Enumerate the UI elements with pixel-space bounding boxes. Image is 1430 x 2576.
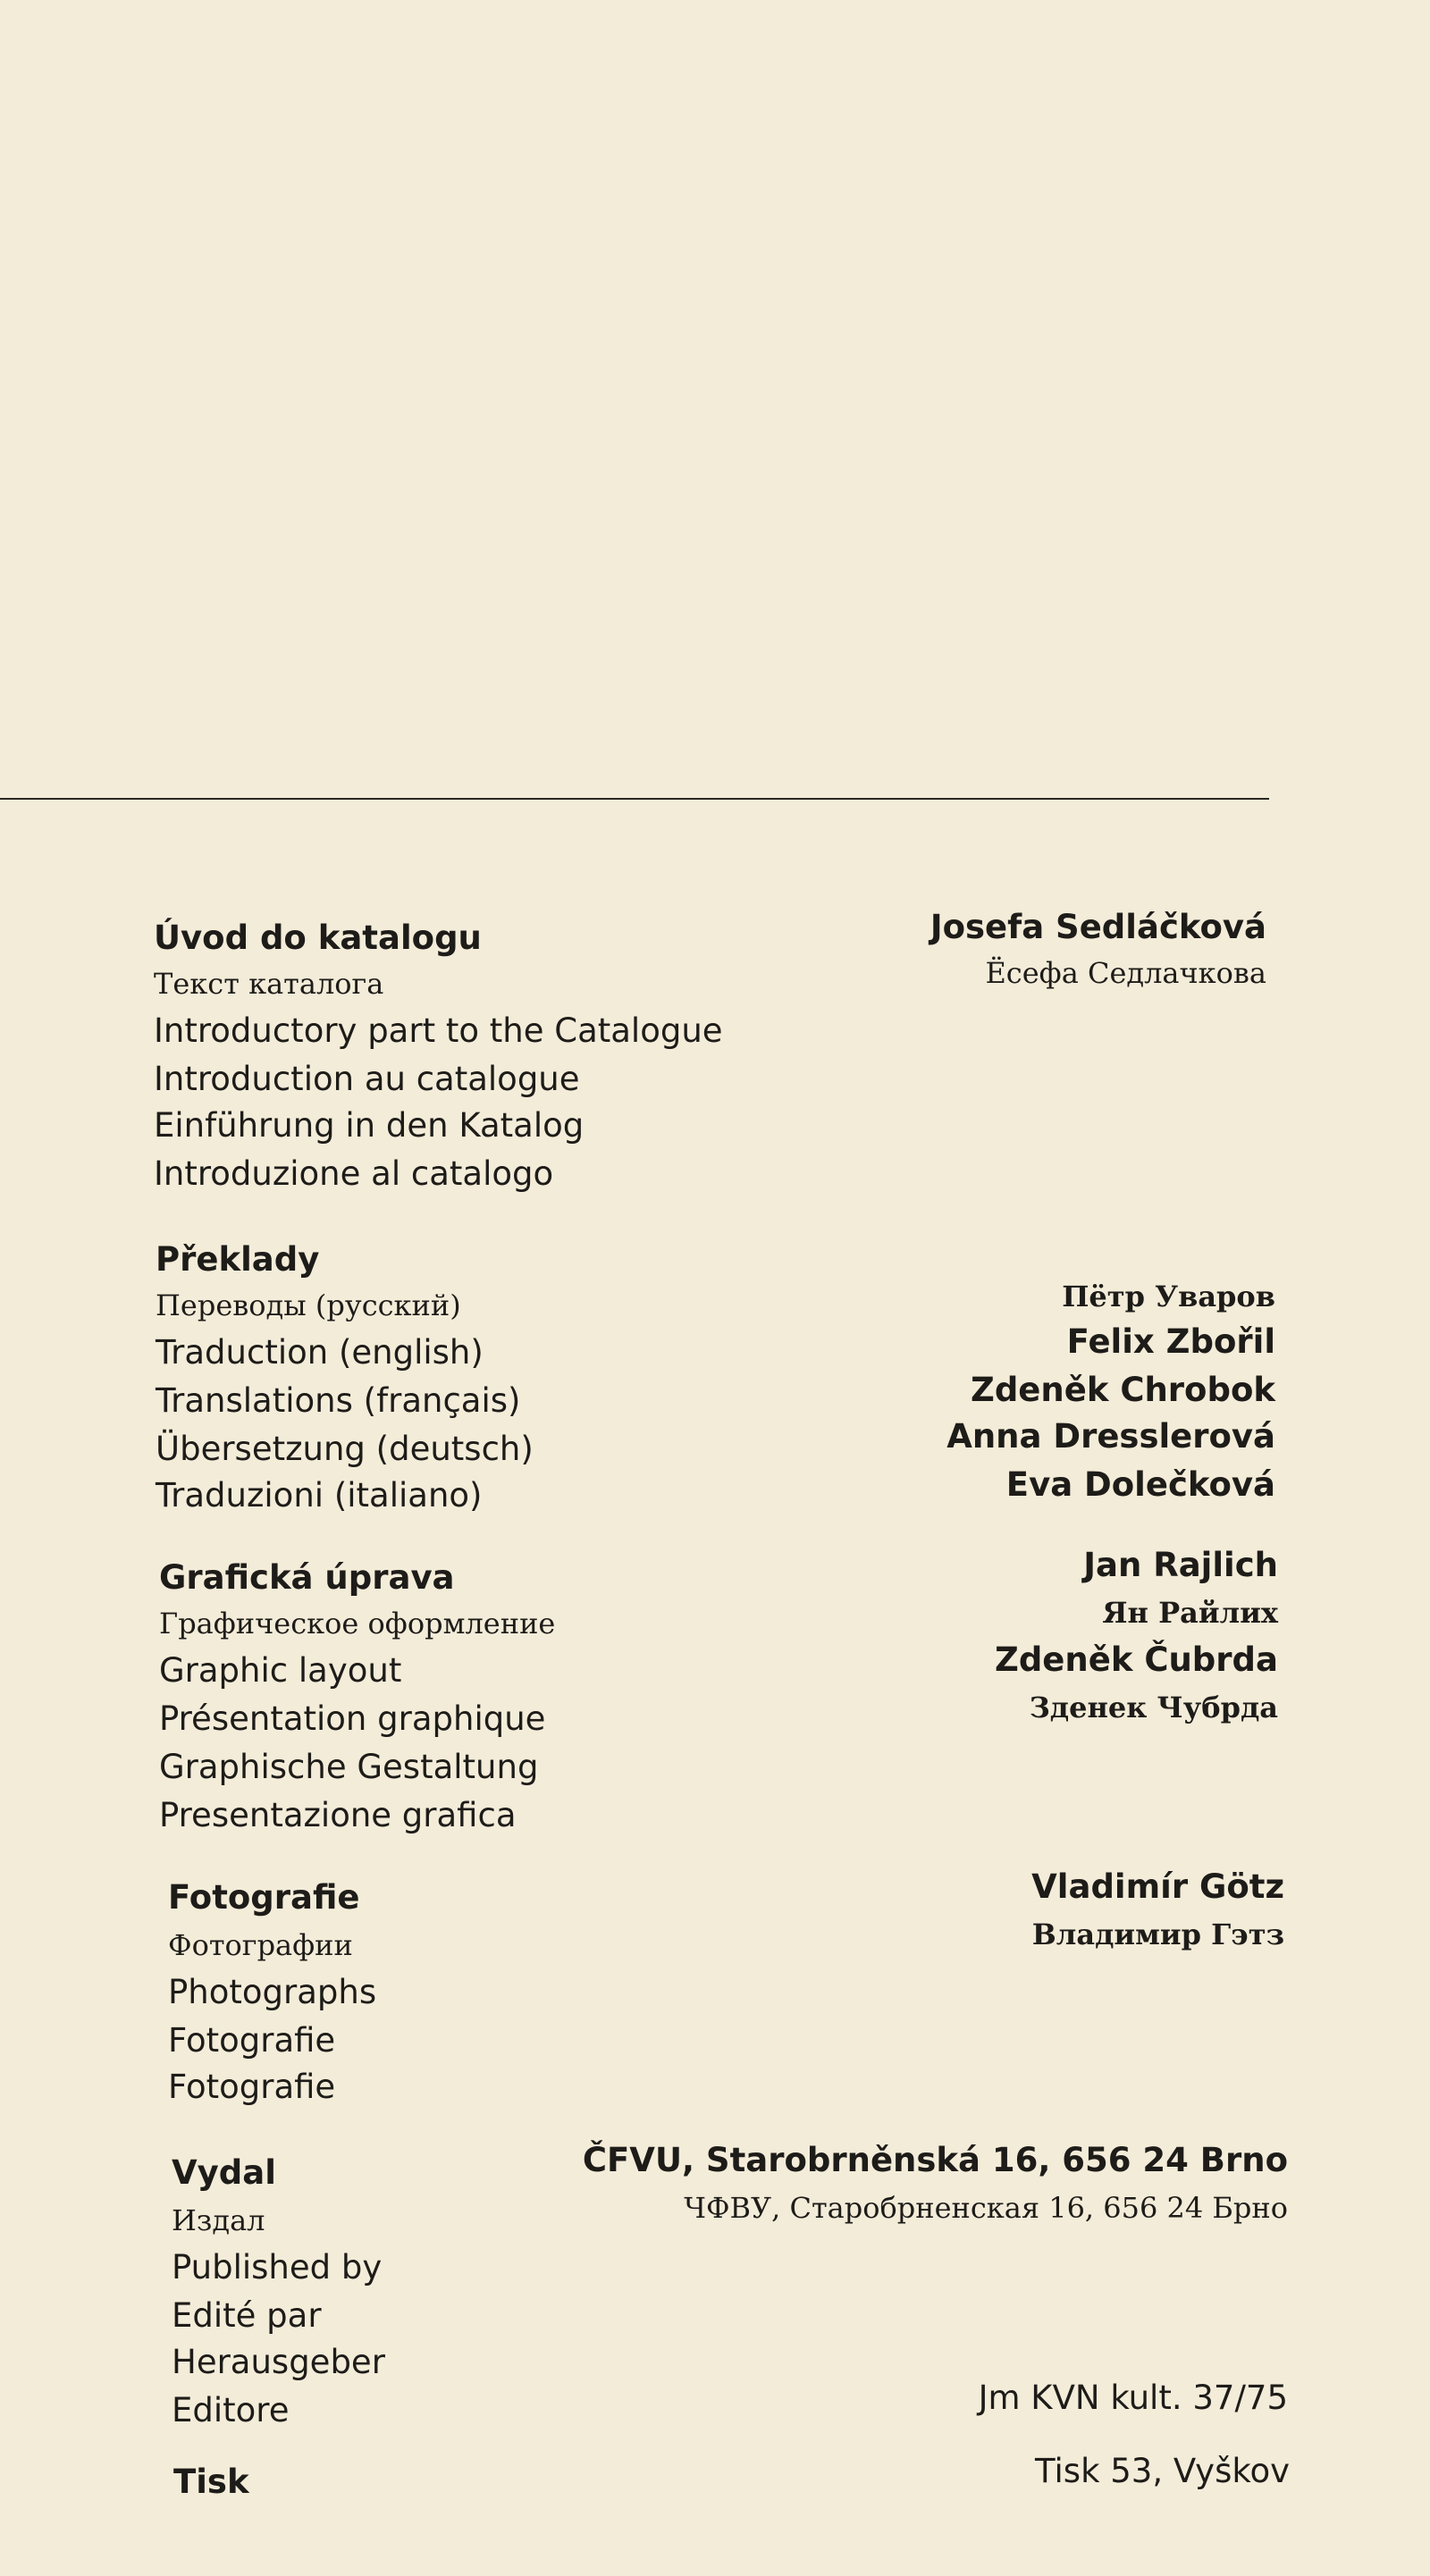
translations-line-ru: Переводы (русский): [156, 1288, 461, 1322]
section-heading-graphics: Grafická úprava: [159, 1558, 455, 1597]
intro-line-fr: Introduction au catalogue: [154, 1060, 580, 1098]
section-heading-photos: Fotografie: [168, 1878, 360, 1917]
graphics-credit-2-ru: Зденек Чубрда: [1029, 1691, 1278, 1724]
translations-line-en: Traduction (english): [156, 1333, 484, 1372]
graphics-credit-2: Zdeněk Čubrda: [994, 1640, 1278, 1679]
graphics-line-en: Graphic layout: [159, 1651, 402, 1690]
photos-line-ru: Фотографии: [168, 1928, 353, 1962]
publisher-line-en: Published by: [172, 2248, 383, 2287]
publisher-line-fr: Edité par: [172, 2296, 322, 2335]
publisher-credit-name: ČFVU, Starobrněnská 16, 656 24 Brno: [582, 2141, 1288, 2179]
translations-line-de: Übersetzung (deutsch): [156, 1430, 534, 1468]
graphics-line-it: Presentazione grafica: [159, 1796, 517, 1834]
section-heading-publisher: Vydal: [172, 2153, 276, 2192]
section-heading-translations: Překlady: [156, 1240, 320, 1279]
print-credit: Tisk 53, Vyškov: [1035, 2452, 1290, 2490]
photos-credit: Vladimír Götz: [1031, 1867, 1284, 1906]
publisher-line-de: Herausgeber: [172, 2343, 385, 2381]
publisher-license: Jm KVN kult. 37/75: [978, 2379, 1288, 2417]
translations-line-it: Traduzioni (italiano): [156, 1476, 483, 1515]
photos-line-fr: Fotografie: [168, 2021, 336, 2060]
intro-line-en: Introductory part to the Catalogue: [154, 1011, 723, 1050]
translations-credit-ru: Пётр Уваров: [1062, 1280, 1275, 1313]
intro-line-it: Introduzione al catalogo: [154, 1154, 554, 1193]
publisher-line-it: Editore: [172, 2391, 290, 2429]
intro-line-de: Einführung in den Katalog: [154, 1106, 585, 1145]
translations-line-fr: Translations (français): [156, 1381, 521, 1420]
intro-line-ru: Текст каталога: [154, 967, 384, 1001]
intro-credit-author-ru: Ёсефа Седлачкова: [985, 956, 1266, 990]
translations-credit-fr: Zdeněk Chrobok: [970, 1371, 1275, 1409]
translations-credit-en: Felix Zbořil: [1066, 1322, 1275, 1361]
photos-line-en: Photographs: [168, 1973, 377, 2011]
publisher-credit-name-ru: ЧФВУ, Старобрненская 16, 656 24 Брно: [684, 2191, 1288, 2225]
section-heading-intro: Úvod do katalogu: [154, 919, 482, 957]
section-heading-print: Tisk: [173, 2463, 249, 2501]
graphics-line-ru: Графическое оформление: [159, 1607, 556, 1640]
horizontal-rule: [0, 798, 1269, 800]
graphics-credit-1: Jan Rajlich: [1083, 1546, 1278, 1584]
graphics-credit-1-ru: Ян Райлих: [1102, 1596, 1278, 1630]
graphics-line-de: Graphische Gestaltung: [159, 1748, 539, 1786]
publisher-line-ru: Издал: [172, 2203, 265, 2237]
translations-credit-it: Eva Dolečková: [1005, 1465, 1275, 1504]
intro-credit-author: Josefa Sedláčková: [930, 908, 1266, 946]
photos-credit-ru: Владимир Гэтз: [1031, 1917, 1284, 1951]
graphics-line-fr: Présentation graphique: [159, 1699, 546, 1738]
photos-line-de: Fotografie: [168, 2068, 336, 2106]
translations-credit-de: Anna Dresslerová: [946, 1417, 1275, 1456]
